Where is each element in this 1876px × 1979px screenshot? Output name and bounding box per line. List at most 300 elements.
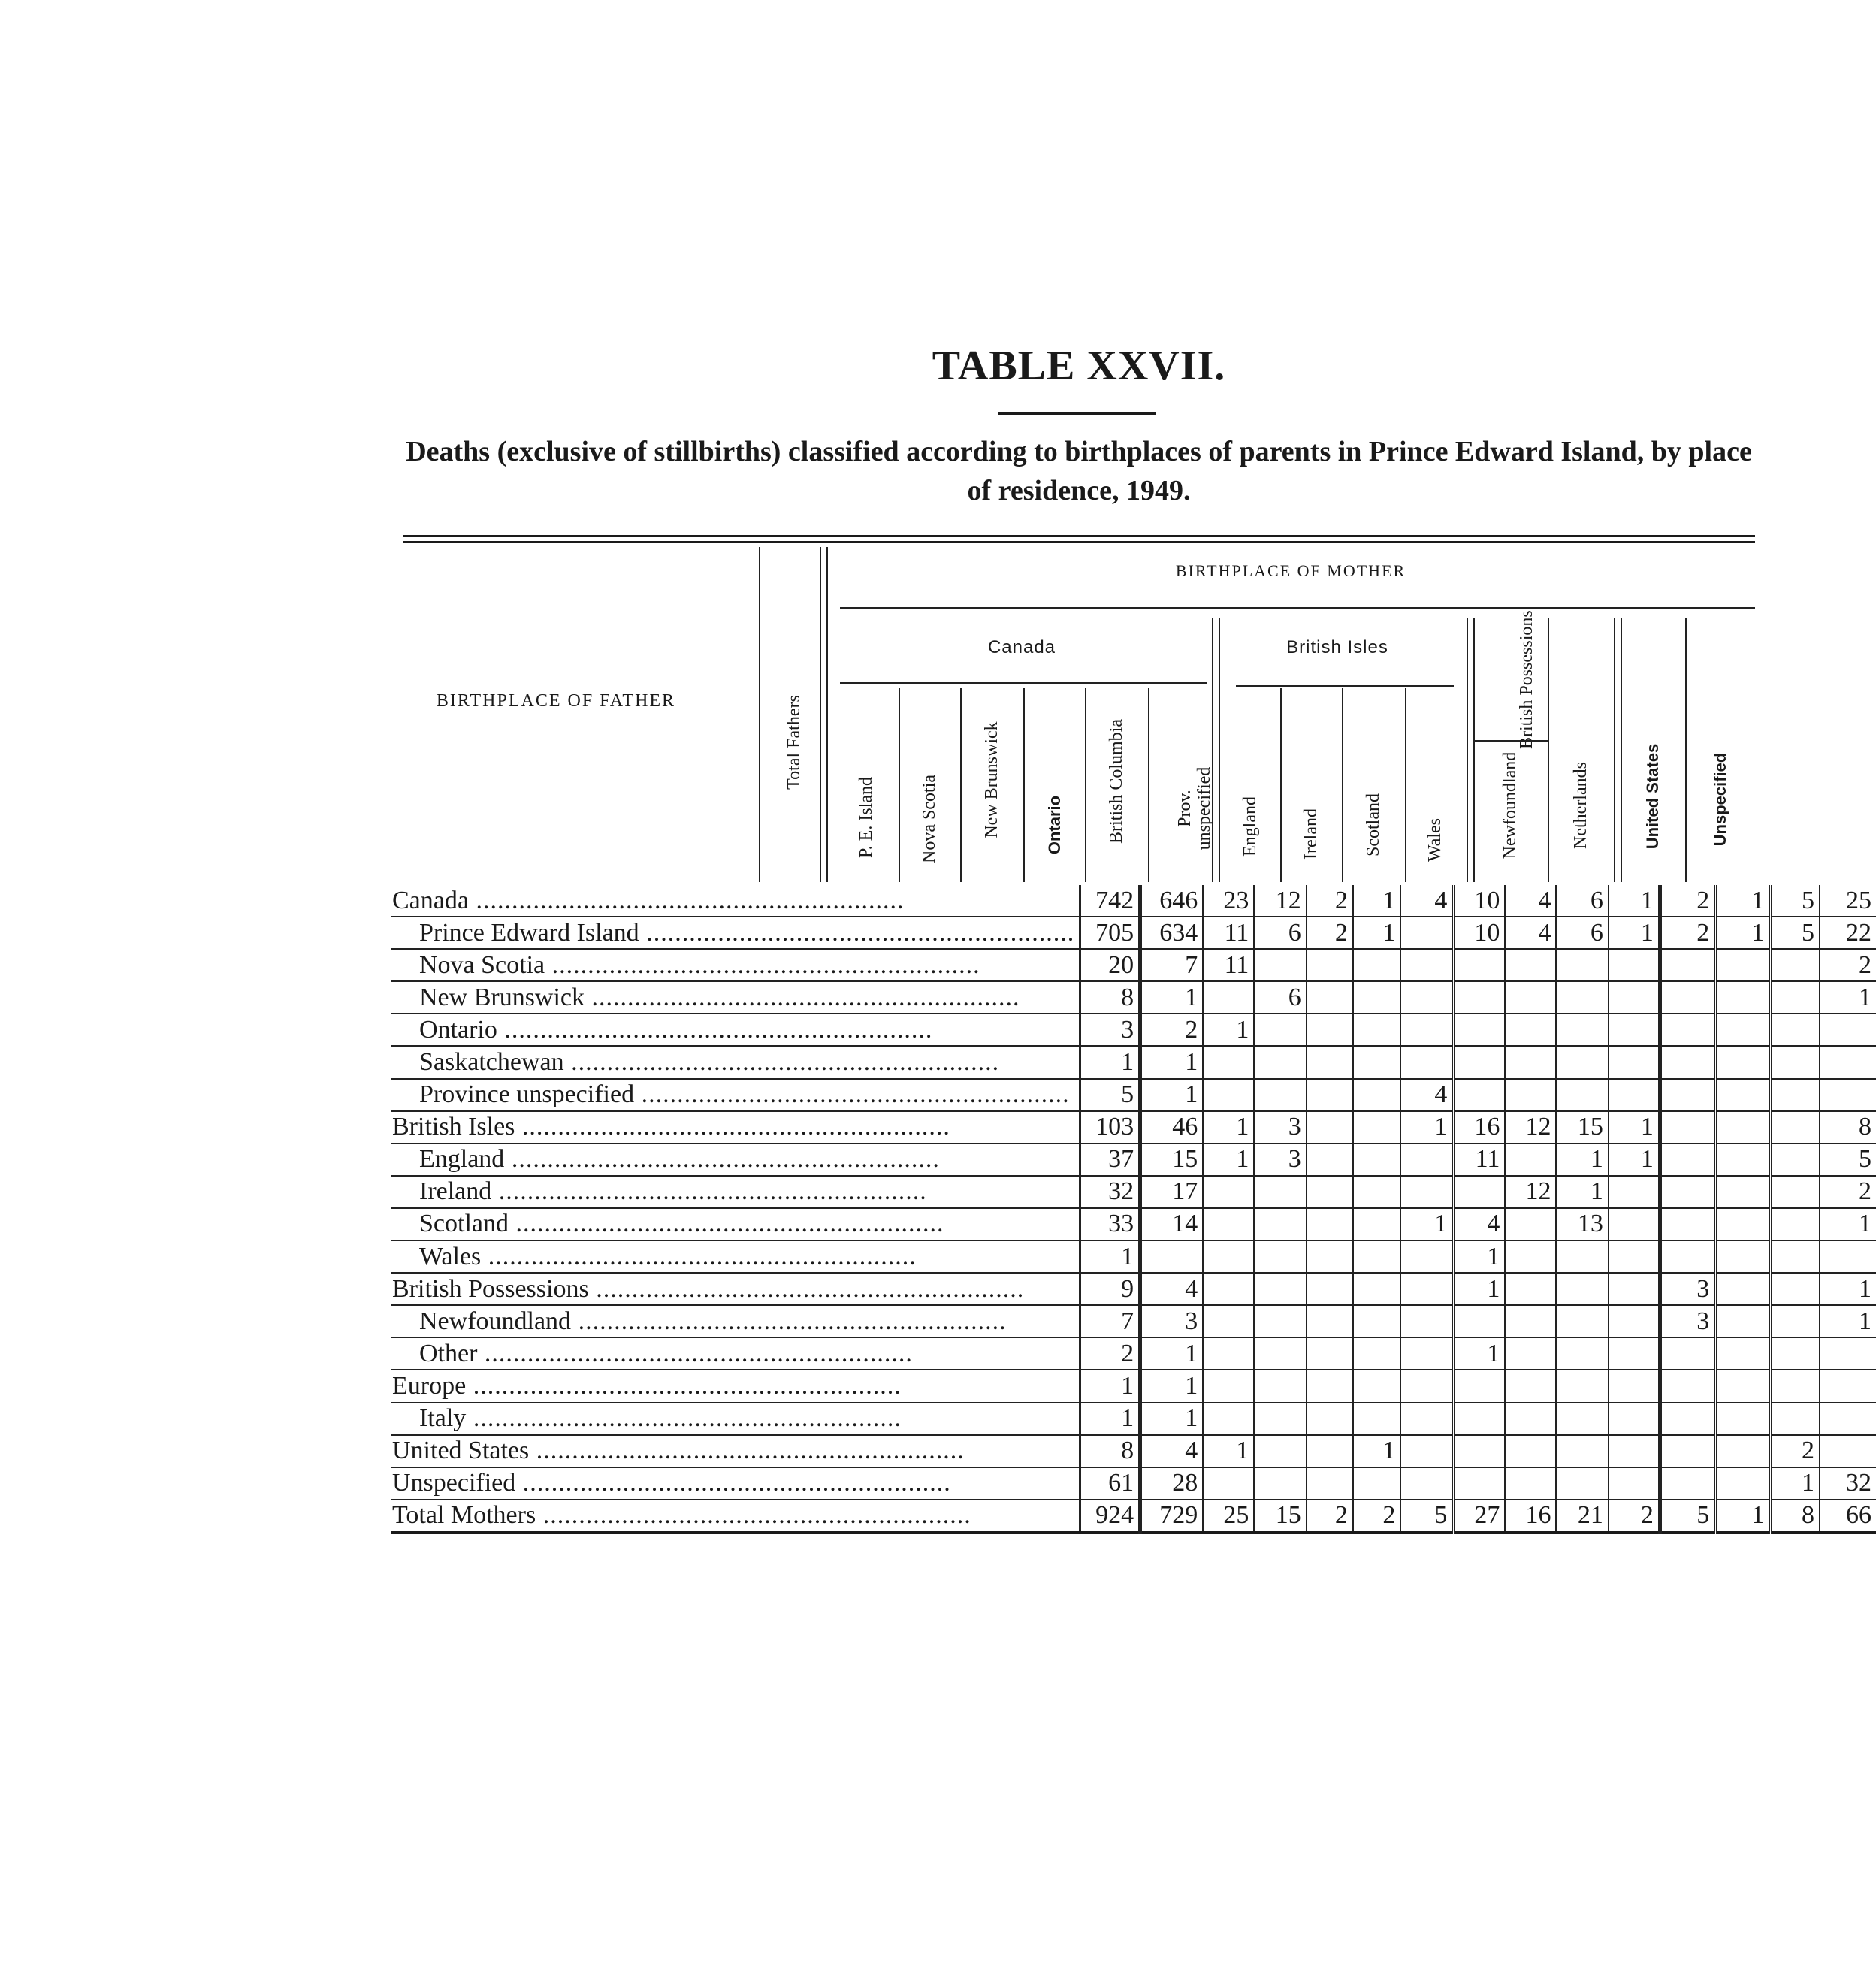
british-isles-group-rule [1236, 685, 1454, 687]
table-cell [1203, 1046, 1254, 1078]
table-cell [1454, 1435, 1506, 1467]
table-cell [1556, 1014, 1608, 1046]
table-cell [1505, 1467, 1556, 1500]
table-cell [1820, 1240, 1876, 1273]
table-cell [1505, 1079, 1556, 1111]
table-cell: 21 [1556, 1500, 1608, 1533]
row-label [391, 1305, 1080, 1337]
table-row [391, 1273, 1876, 1305]
col-unspecified: Unspecified [1711, 752, 1729, 847]
row-label [391, 949, 1080, 981]
table-cell: 16 [1505, 1500, 1556, 1533]
table-cell [1454, 1014, 1506, 1046]
table-cell [1505, 1014, 1556, 1046]
table-cell [1307, 1079, 1353, 1111]
table-cell [1556, 1370, 1608, 1402]
row-label-text: Wales [419, 1242, 482, 1270]
table-row [391, 1370, 1876, 1402]
table-cell [1203, 1208, 1254, 1240]
table-cell [1820, 1435, 1876, 1467]
table-cell: 11 [1203, 949, 1254, 981]
table-cell: 4 [1140, 1273, 1204, 1305]
table-cell [1254, 1273, 1306, 1305]
table-cell: 1 [1140, 1337, 1204, 1370]
table-cell [1660, 1467, 1715, 1500]
table-cell: 2 [1140, 1014, 1204, 1046]
table-cell [1400, 1337, 1454, 1370]
table-cell [1820, 1403, 1876, 1435]
poss-neth-divider [1548, 618, 1549, 882]
row-label [391, 1176, 1080, 1208]
table-cell [1203, 1079, 1254, 1111]
table-cell: 2 [1820, 949, 1876, 981]
table-cell: 25 [1203, 1500, 1254, 1533]
dot-leader: ............................................................ [466, 1371, 902, 1400]
table-cell [1820, 1014, 1876, 1046]
table-cell: 1 [1203, 1144, 1254, 1176]
table-cell [1505, 1370, 1556, 1402]
row-label-text: Unspecified [392, 1469, 516, 1497]
data-table [391, 885, 1876, 1534]
table-cell: 1 [1716, 1500, 1771, 1533]
table-cell: 1 [1609, 1144, 1660, 1176]
table-cell [1771, 1305, 1820, 1337]
table-cell: 10 [1454, 917, 1506, 949]
table-cell [1454, 1305, 1506, 1337]
table-cell [1556, 1467, 1608, 1500]
dot-leader: ............................................................ [563, 1048, 1000, 1077]
col-divider [1342, 688, 1343, 882]
table-cell [1771, 1240, 1820, 1273]
table-cell [1716, 1337, 1771, 1370]
table-cell: 2 [1609, 1500, 1660, 1533]
table-cell [1505, 981, 1556, 1014]
table-cell [1254, 1337, 1306, 1370]
table-row [391, 1176, 1876, 1208]
us-unspec-divider [1685, 618, 1687, 882]
table-cell [1771, 981, 1820, 1014]
table-cell: 103 [1080, 1111, 1140, 1144]
table-cell [1353, 1273, 1400, 1305]
table-cell [1716, 949, 1771, 981]
table-cell [1400, 1435, 1454, 1467]
table-cell [1254, 1046, 1306, 1078]
total-divider-1 [820, 547, 821, 882]
table-cell: 1 [1140, 981, 1204, 1014]
table-cell: 742 [1080, 885, 1140, 917]
table-cell: 1 [1140, 1046, 1204, 1078]
table-cell [1353, 981, 1400, 1014]
data-table-body [391, 885, 1876, 1533]
top-rule-2 [403, 541, 1755, 543]
title-rule [998, 412, 1156, 415]
dot-leader: ............................................................ [466, 1404, 902, 1433]
table-cell [1353, 949, 1400, 981]
table-cell: 5 [1771, 917, 1820, 949]
table-cell [1556, 1305, 1608, 1337]
table-cell: 4 [1400, 1079, 1454, 1111]
table-cell: 28 [1140, 1467, 1204, 1500]
row-label [391, 1403, 1080, 1435]
table-cell [1556, 1079, 1608, 1111]
row-label [391, 1111, 1080, 1144]
table-cell: 924 [1080, 1500, 1140, 1533]
table-cell [1716, 1435, 1771, 1467]
table-cell [1307, 1403, 1353, 1435]
table-cell: 3 [1660, 1273, 1715, 1305]
isles-poss-divider-1 [1467, 618, 1468, 882]
table-cell [1254, 1467, 1306, 1500]
table-cell: 705 [1080, 917, 1140, 949]
table-cell: 729 [1140, 1500, 1204, 1533]
table-cell: 11 [1454, 1144, 1506, 1176]
table-cell [1660, 981, 1715, 1014]
col-british-columbia: British Columbia [1107, 718, 1126, 844]
table-cell [1609, 1176, 1660, 1208]
table-cell [1609, 1046, 1660, 1078]
table-cell: 3 [1660, 1305, 1715, 1337]
table-row [391, 885, 1876, 917]
table-cell [1454, 1467, 1506, 1500]
row-label [391, 981, 1080, 1014]
table-cell: 1 [1203, 1014, 1254, 1046]
table-cell [1203, 1467, 1254, 1500]
mother-group-rule [840, 607, 1755, 609]
table-cell [1505, 1144, 1556, 1176]
dot-leader: ............................................................ [529, 1437, 965, 1465]
table-cell [1400, 1273, 1454, 1305]
canada-group-header: Canada [987, 637, 1056, 657]
row-label [391, 917, 1080, 949]
table-cell [1660, 1111, 1715, 1144]
table-cell: 32 [1820, 1467, 1876, 1500]
table-subtitle: Deaths (exclusive of stillbirths) classified according to birthplaces of parents in Prince Edward Island, by place of residence, 1949. [406, 436, 1752, 506]
table-row [391, 1500, 1876, 1533]
table-cell: 22 [1820, 917, 1876, 949]
col-england: England [1240, 796, 1260, 857]
row-label-text: Canada [392, 886, 469, 914]
dot-leader: ............................................................ [497, 1015, 933, 1044]
table-cell: 23 [1203, 885, 1254, 917]
table-cell [1353, 1240, 1400, 1273]
table-cell: 10 [1454, 885, 1506, 917]
dot-leader: ............................................................ [634, 1080, 1070, 1109]
table-cell [1454, 1370, 1506, 1402]
col-pe-island: P. E. Island [856, 777, 876, 858]
table-cell: 1 [1353, 885, 1400, 917]
table-cell: 14 [1140, 1208, 1204, 1240]
table-cell [1400, 949, 1454, 981]
dot-leader: ............................................................ [571, 1307, 1007, 1335]
father-stub-header: BIRTHPLACE OF FATHER [436, 691, 676, 711]
row-label [391, 1079, 1080, 1111]
row-label-text: Ontario [419, 1015, 497, 1044]
table-cell [1353, 1079, 1400, 1111]
table-cell [1609, 1370, 1660, 1402]
table-cell: 1 [1820, 1305, 1876, 1337]
table-cell: 1 [1353, 917, 1400, 949]
table-cell: 33 [1080, 1208, 1140, 1240]
table-cell [1353, 1208, 1400, 1240]
table-cell: 6 [1254, 917, 1306, 949]
table-cell: 1 [1454, 1240, 1506, 1273]
table-cell: 61 [1080, 1467, 1140, 1500]
table-cell: 1 [1140, 1370, 1204, 1402]
table-cell [1716, 1467, 1771, 1500]
table-cell: 6 [1556, 917, 1608, 949]
col-divider [960, 688, 962, 882]
row-label-text: Europe [392, 1371, 467, 1400]
table-cell: 8 [1080, 1435, 1140, 1467]
table-cell [1771, 1273, 1820, 1305]
table-row [391, 1111, 1876, 1144]
table-cell: 1 [1140, 1403, 1204, 1435]
row-label [391, 1467, 1080, 1500]
row-label-text: Total Mothers [392, 1501, 536, 1530]
row-label [391, 1208, 1080, 1240]
table-cell [1203, 1337, 1254, 1370]
dot-leader: ............................................................ [477, 1339, 913, 1367]
row-label-text: England [419, 1145, 505, 1174]
table-cell [1771, 1144, 1820, 1176]
table-cell [1203, 1370, 1254, 1402]
table-cell [1505, 1046, 1556, 1078]
col-wales: Wales [1425, 817, 1445, 863]
table-cell [1454, 1176, 1506, 1208]
table-cell [1820, 1046, 1876, 1078]
table-cell: 46 [1140, 1111, 1204, 1144]
table-cell: 5 [1660, 1500, 1715, 1533]
col-divider [1280, 688, 1282, 882]
total-divider-2 [826, 547, 828, 882]
table-cell [1771, 949, 1820, 981]
table-cell [1771, 1111, 1820, 1144]
table-cell [1660, 949, 1715, 981]
table-cell: 1 [1353, 1435, 1400, 1467]
table-cell [1660, 1144, 1715, 1176]
table-cell [1254, 1176, 1306, 1208]
table-cell: 1 [1203, 1435, 1254, 1467]
table-cell [1609, 1079, 1660, 1111]
table-cell [1254, 1240, 1306, 1273]
row-label-text: Ireland [419, 1177, 492, 1206]
table-cell: 66 [1820, 1500, 1876, 1533]
row-label [391, 1370, 1080, 1402]
row-label-text: New Brunswick [419, 983, 585, 1011]
col-divider [899, 688, 900, 882]
table-cell [1609, 1273, 1660, 1305]
table-cell: 2 [1660, 885, 1715, 917]
table-cell [1771, 1403, 1820, 1435]
table-cell: 1 [1609, 885, 1660, 917]
table-cell: 1 [1609, 917, 1660, 949]
table-cell [1820, 1337, 1876, 1370]
table-cell: 4 [1140, 1435, 1204, 1467]
dot-leader: ............................................................ [481, 1242, 917, 1270]
table-cell: 5 [1080, 1079, 1140, 1111]
table-cell [1660, 1208, 1715, 1240]
table-row [391, 1240, 1876, 1273]
table-cell [1505, 1337, 1556, 1370]
table-cell: 2 [1307, 917, 1353, 949]
row-label-text: British Isles [392, 1113, 515, 1141]
dot-leader: ............................................................ [536, 1501, 971, 1530]
table-row [391, 1467, 1876, 1500]
table-cell: 2 [1307, 885, 1353, 917]
table-cell [1556, 981, 1608, 1014]
table-cell [1609, 981, 1660, 1014]
row-label [391, 885, 1080, 917]
col-total-fathers: Total Fathers [784, 695, 804, 790]
table-cell [1609, 949, 1660, 981]
row-label [391, 1273, 1080, 1305]
row-label [391, 1337, 1080, 1370]
table-cell [1556, 1273, 1608, 1305]
dot-leader: ............................................................ [639, 918, 1075, 947]
table-cell: 646 [1140, 885, 1204, 917]
table-cell: 1 [1454, 1337, 1506, 1370]
table-cell [1400, 981, 1454, 1014]
table-cell: 3 [1080, 1014, 1140, 1046]
table-cell: 15 [1140, 1144, 1204, 1176]
table-cell [1609, 1403, 1660, 1435]
table-cell [1716, 1273, 1771, 1305]
table-cell: 12 [1505, 1176, 1556, 1208]
table-cell: 1 [1771, 1467, 1820, 1500]
col-newfoundland: Newfoundland [1500, 751, 1520, 860]
table-cell [1771, 1046, 1820, 1078]
col-ireland: Ireland [1301, 808, 1321, 860]
table-row [391, 1337, 1876, 1370]
table-cell [1609, 1467, 1660, 1500]
table-cell [1400, 1144, 1454, 1176]
table-cell [1254, 1403, 1306, 1435]
table-cell [1660, 1370, 1715, 1402]
col-ontario: Ontario [1045, 795, 1064, 855]
table-cell [1203, 981, 1254, 1014]
british-possessions-rule [1473, 740, 1548, 742]
table-cell: 5 [1400, 1500, 1454, 1533]
table-cell [1771, 1176, 1820, 1208]
table-cell: 4 [1505, 885, 1556, 917]
table-cell [1660, 1046, 1715, 1078]
table-cell: 1 [1609, 1111, 1660, 1144]
table-cell [1716, 1305, 1771, 1337]
table-cell [1660, 1403, 1715, 1435]
table-cell [1353, 1467, 1400, 1500]
table-row [391, 1305, 1876, 1337]
table-cell [1254, 1370, 1306, 1402]
row-label [391, 1500, 1080, 1533]
table-cell: 7 [1140, 949, 1204, 981]
table-cell [1716, 1144, 1771, 1176]
dot-leader: ............................................................ [508, 1210, 944, 1238]
table-cell [1505, 1305, 1556, 1337]
table-cell [1771, 1337, 1820, 1370]
table-cell [1254, 949, 1306, 981]
table-cell [1660, 1337, 1715, 1370]
table-cell: 2 [1353, 1500, 1400, 1533]
row-label-text: British Possessions [392, 1274, 589, 1303]
table-row [391, 1046, 1876, 1078]
table-cell [1556, 1337, 1608, 1370]
table-cell: 27 [1454, 1500, 1506, 1533]
table-cell [1771, 1208, 1820, 1240]
table-cell: 25 [1820, 885, 1876, 917]
table-cell [1716, 1403, 1771, 1435]
table-cell [1400, 1403, 1454, 1435]
table-cell: 1 [1556, 1176, 1608, 1208]
table-cell [1254, 1079, 1306, 1111]
table-cell [1454, 1079, 1506, 1111]
table-cell [1660, 1176, 1715, 1208]
table-cell [1307, 1046, 1353, 1078]
table-title: TABLE XXVII. [932, 343, 1226, 389]
col-divider [1023, 688, 1025, 882]
table-cell [1254, 1305, 1306, 1337]
col-divider [1085, 688, 1086, 882]
table-cell [1307, 1240, 1353, 1273]
dot-leader: ............................................................ [585, 983, 1020, 1011]
stub-divider [759, 547, 760, 882]
table-cell [1716, 1370, 1771, 1402]
table-cell: 3 [1140, 1305, 1204, 1337]
table-cell [1203, 1403, 1254, 1435]
col-prov-unspecified: Prov. unspecified [1175, 766, 1214, 851]
col-divider [1405, 688, 1406, 882]
table-cell [1820, 1370, 1876, 1402]
table-cell [1556, 1046, 1608, 1078]
table-cell: 2 [1771, 1435, 1820, 1467]
table-cell [1307, 1370, 1353, 1402]
table-cell: 15 [1556, 1111, 1608, 1144]
table-cell: 1 [1080, 1370, 1140, 1402]
table-cell [1505, 1208, 1556, 1240]
table-cell [1353, 1337, 1400, 1370]
table-cell: 8 [1080, 981, 1140, 1014]
table-cell [1556, 1403, 1608, 1435]
row-label-text: Saskatchewan [419, 1048, 564, 1077]
row-label [391, 1046, 1080, 1078]
neth-us-divider-1 [1614, 618, 1615, 882]
table-cell [1505, 1435, 1556, 1467]
col-new-brunswick: New Brunswick [982, 721, 1001, 838]
table-cell [1307, 1435, 1353, 1467]
table-row [391, 1144, 1876, 1176]
table-cell: 1 [1820, 1273, 1876, 1305]
table-cell: 6 [1556, 885, 1608, 917]
table-cell [1609, 1305, 1660, 1337]
table-cell [1716, 1111, 1771, 1144]
table-cell [1353, 1144, 1400, 1176]
table-cell [1353, 1046, 1400, 1078]
dot-leader: ............................................................ [504, 1145, 940, 1174]
dot-leader: ............................................................ [515, 1469, 951, 1497]
table-cell [1353, 1014, 1400, 1046]
table-cell [1400, 1240, 1454, 1273]
table-row [391, 1435, 1876, 1467]
table-cell [1307, 1305, 1353, 1337]
table-cell: 3 [1254, 1111, 1306, 1144]
top-rule-1 [403, 535, 1755, 537]
dot-leader: ............................................................ [545, 950, 980, 979]
table-cell: 2 [1820, 1176, 1876, 1208]
table-cell [1203, 1305, 1254, 1337]
row-label [391, 1240, 1080, 1273]
table-cell: 9 [1080, 1273, 1140, 1305]
table-cell [1716, 1079, 1771, 1111]
col-netherlands: Netherlands [1571, 762, 1591, 849]
